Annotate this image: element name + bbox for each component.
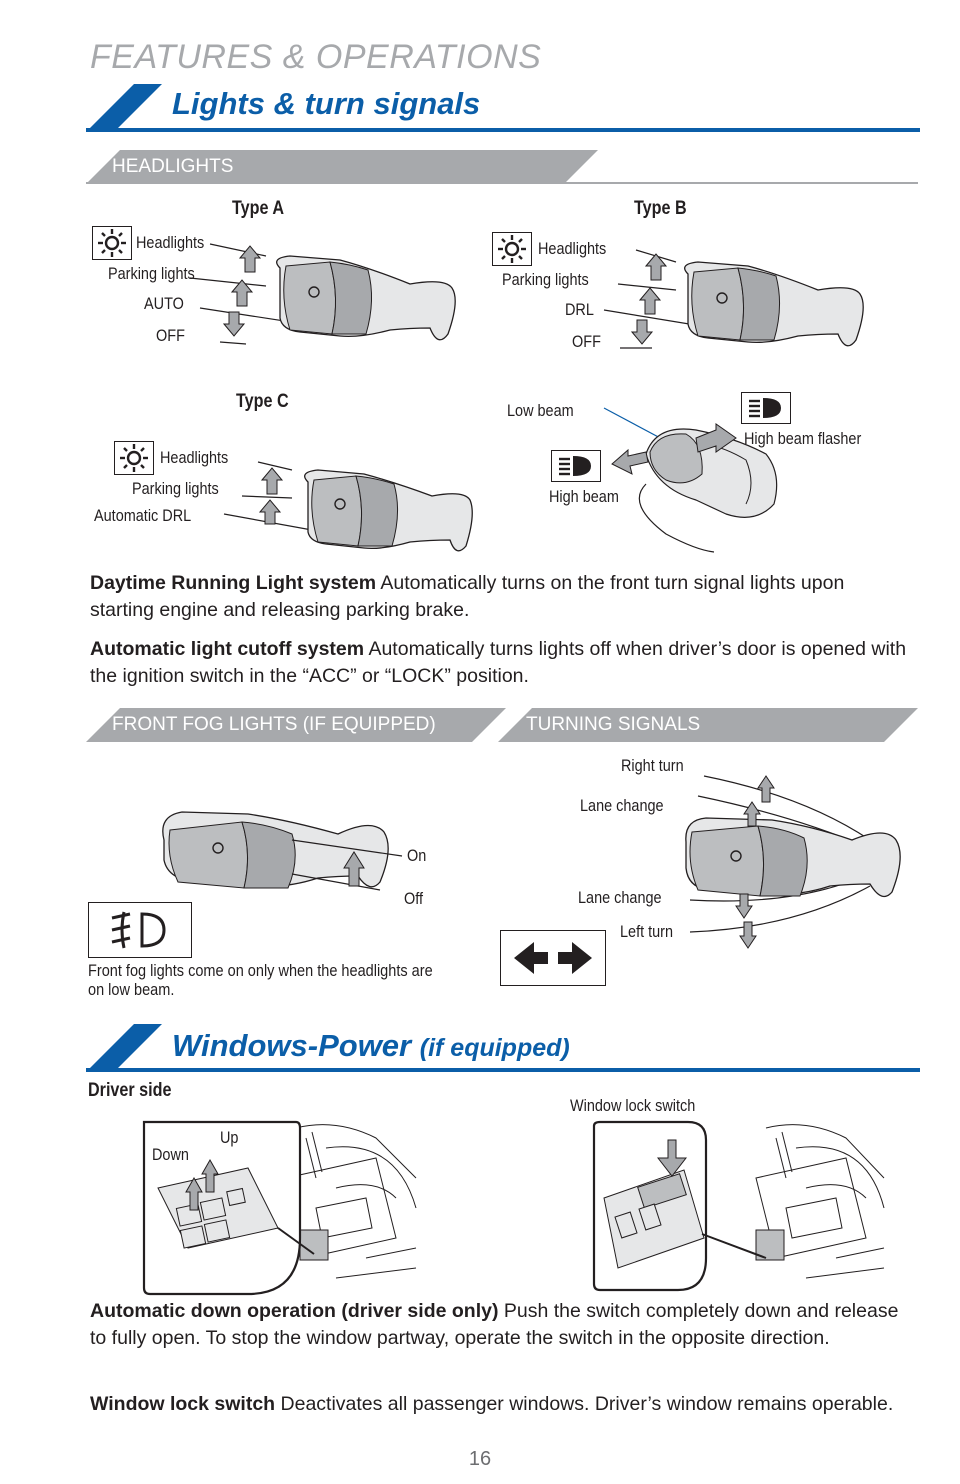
- headlights-bar-label: HEADLIGHTS: [112, 156, 234, 177]
- turn-bar-label: TURNING SIGNALS: [526, 714, 701, 735]
- drl-system-paragraph: [90, 570, 910, 624]
- type-b-label-off: OFF: [572, 332, 601, 351]
- auto-down-text: Push the switch completely down and release to fully open. To stop the window partway, operate the switch in the opposite direction.: [90, 1300, 899, 1349]
- driver-side-label: Driver side: [88, 1080, 172, 1101]
- fog-note: Front fog lights come on only when the headlights are on low beam.: [88, 962, 433, 999]
- headlights-icon: [492, 232, 532, 266]
- windows-section-title: [172, 1028, 570, 1064]
- type-a-stalk: [190, 238, 470, 358]
- driver-label-down: Down: [152, 1145, 189, 1164]
- turn-label-right: Right turn: [621, 756, 684, 775]
- type-c-label-parking: Parking lights: [132, 479, 219, 498]
- type-c-label-headlights: Headlights: [160, 448, 229, 467]
- turn-label-left: Left turn: [620, 922, 674, 941]
- auto-down-paragraph: [90, 1298, 910, 1352]
- beam-stalk-hand: [586, 404, 786, 554]
- lock-switch-closeup: [588, 1118, 712, 1294]
- type-a-label-headlights: Headlights: [136, 233, 205, 252]
- fog-stalk: [158, 800, 418, 900]
- cutoff-system-text: Automatically turns lights off when driver’s door is opened with the ignition switch in the “ACC” or “LOCK” position.: [90, 638, 907, 687]
- fog-light-icon: [88, 902, 192, 958]
- turn-signal-stalk: [684, 756, 914, 956]
- turn-indicator-icon: [500, 930, 606, 986]
- drl-system-text: Automatically turns on the front turn signal lights upon starting engine and releasing parking brake.: [90, 572, 845, 621]
- type-b-label-parking: Parking lights: [502, 270, 589, 289]
- beam-label-low: Low beam: [507, 401, 574, 420]
- beam-label-high: High beam: [549, 487, 619, 506]
- cutoff-system-paragraph: [90, 636, 910, 690]
- fog-label-on: On: [407, 846, 427, 865]
- lock-switch-term: Window lock switch: [90, 1393, 276, 1415]
- turn-label-lane-change-down: Lane change: [578, 888, 662, 907]
- headlights-icon: [92, 226, 132, 260]
- type-b-stalk: [596, 244, 876, 364]
- driver-label-up: Up: [220, 1128, 239, 1147]
- type-b-label-headlights: Headlights: [538, 239, 607, 258]
- fog-label-off: Off: [404, 889, 424, 908]
- lock-switch-paragraph: [90, 1391, 910, 1418]
- headlights-icon: [114, 441, 154, 475]
- type-c-stalk: [214, 454, 484, 564]
- type-a-label-parking: Parking lights: [108, 264, 195, 283]
- auto-down-term: Automatic down operation (driver side only): [90, 1300, 499, 1322]
- drl-system-term: Daytime Running Light system: [90, 572, 377, 594]
- turn-label-lane-change-up: Lane change: [580, 796, 664, 815]
- type-a-title: Type A: [232, 198, 285, 219]
- section-title: Lights & turn signals: [172, 86, 481, 121]
- type-b-title: Type B: [634, 198, 687, 219]
- cutoff-system-term: Automatic light cutoff system: [90, 638, 365, 660]
- type-a-label-off: OFF: [156, 326, 185, 345]
- windows-title-main: Windows-Power: [172, 1028, 412, 1063]
- type-b-label-drl: DRL: [565, 300, 594, 319]
- type-c-label-automatic-drl: Automatic DRL: [94, 506, 192, 525]
- window-lock-switch-label: Window lock switch: [570, 1096, 696, 1115]
- fog-bar-label: FRONT FOG LIGHTS (IF EQUIPPED): [112, 714, 436, 735]
- beam-label-high-flasher: High beam flasher: [744, 429, 862, 448]
- page-number: 16: [468, 1448, 492, 1470]
- windows-title-suffix: (if equipped): [419, 1034, 570, 1062]
- lock-switch-text: Deactivates all passenger windows. Driver’s window remains operable.: [275, 1393, 894, 1415]
- type-c-title: Type C: [236, 391, 289, 412]
- type-a-label-auto: AUTO: [144, 294, 184, 313]
- page-category: FEATURES & OPERATIONS: [90, 38, 542, 76]
